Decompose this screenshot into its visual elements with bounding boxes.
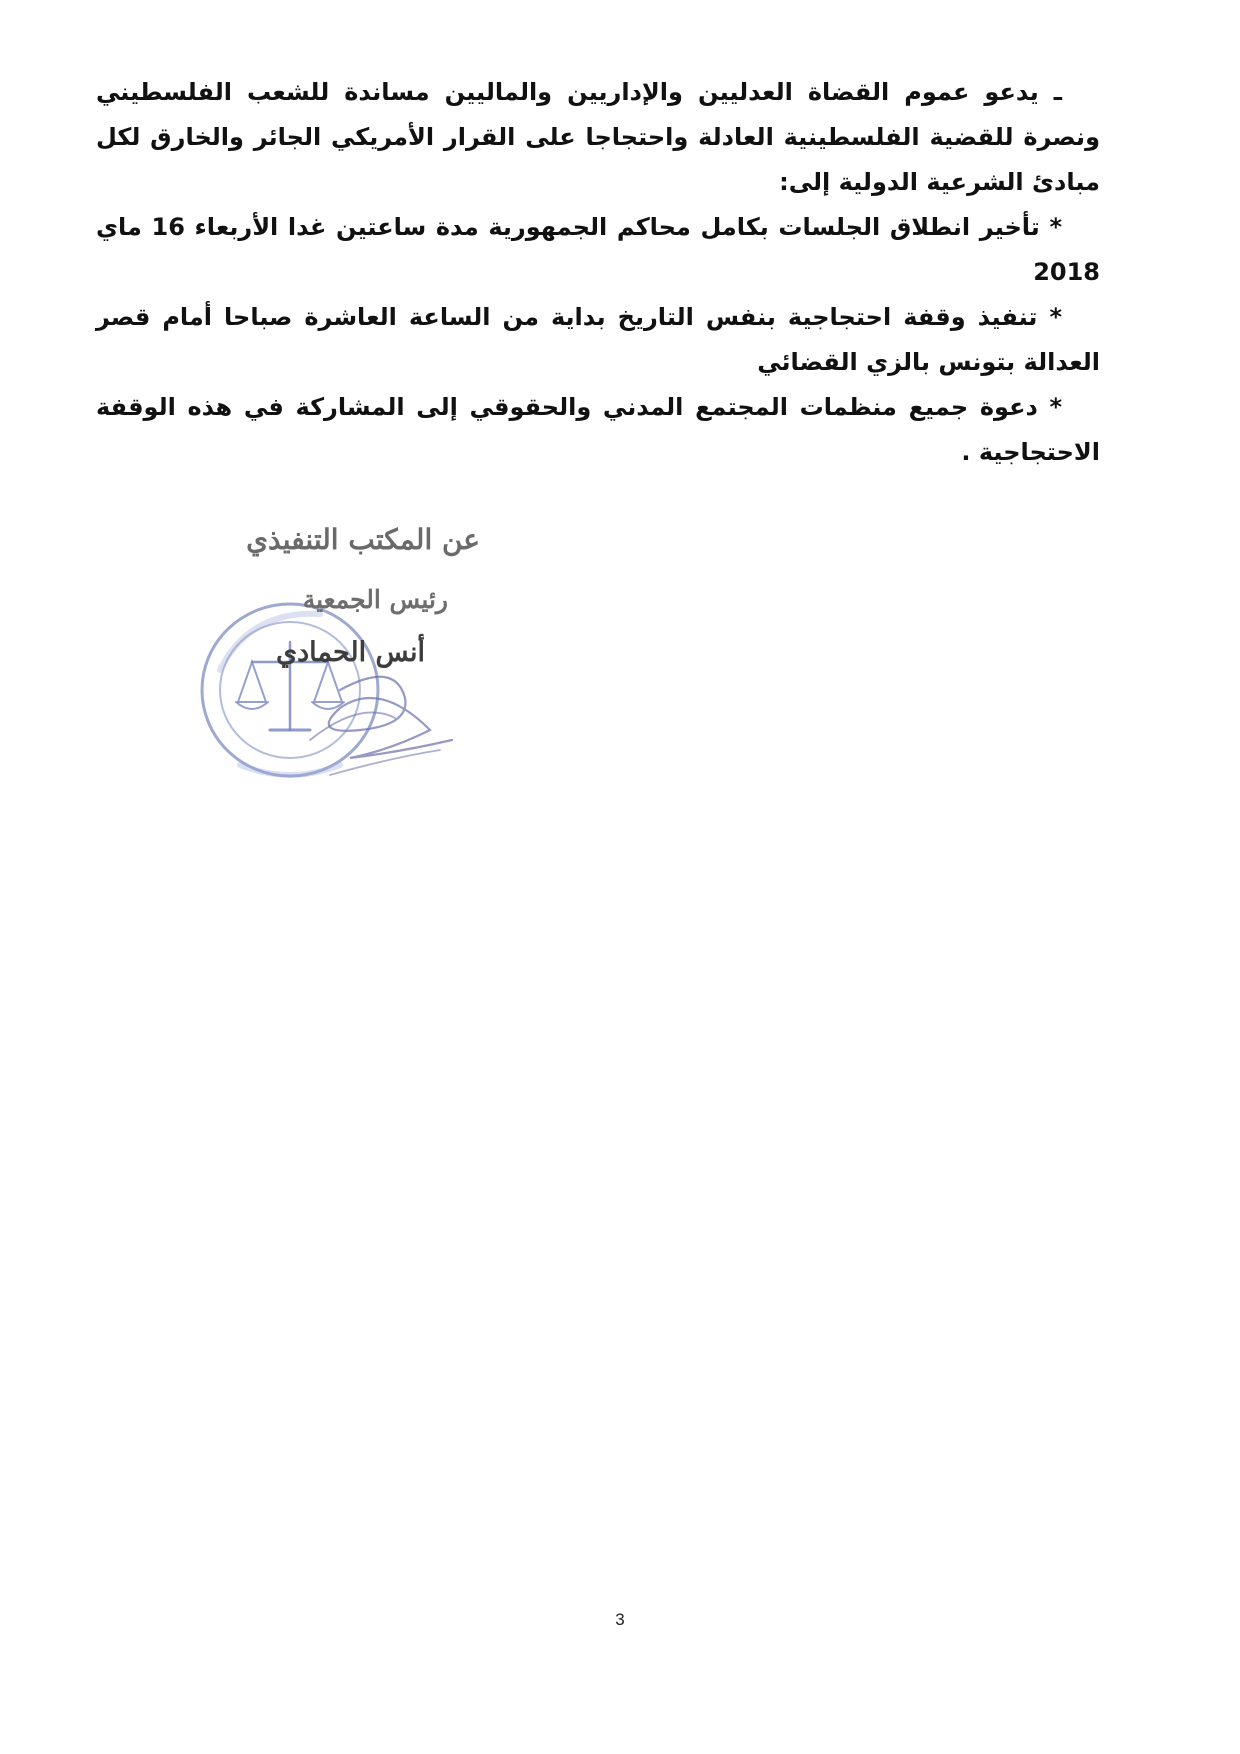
bullet-civil-society-invitation: * دعوة جميع منظمات المجتمع المدني والحقوقي إلى المشاركة في هذه الوقفة الاحتجاجية .: [96, 393, 1100, 466]
signature-office: عن المكتب التنفيذي: [246, 523, 480, 556]
page-number: 3: [615, 1610, 625, 1629]
bullet-protest-stand: * تنفيذ وقفة احتجاجية بنفس التاريخ بداية من الساعة العاشرة صباحا أمام قصر العدالة بتونس بالزي القضائي: [96, 303, 1100, 376]
document-body: [96, 70, 1100, 475]
signature-block: [190, 505, 490, 805]
intro-paragraph: ـ يدعو عموم القضاة العدليين والإداريين والماليين مساندة للشعب الفلسطيني ونصرة للقضية الفلسطينية العادلة واحتجاجا على القرار الأمريكي الجائر والخارق لكل مبادئ الشرعية الدولية إلى:: [96, 78, 1100, 196]
signature-name: أنس الحمادي: [276, 637, 425, 668]
stamp-seal-icon: [190, 580, 460, 810]
signature-title: رئيس الجمعية: [302, 585, 448, 614]
bullet-delay-sessions: * تأخير انطلاق الجلسات بكامل محاكم الجمهورية مدة ساعتين غدا الأربعاء 16 ماي 2018: [96, 213, 1100, 286]
